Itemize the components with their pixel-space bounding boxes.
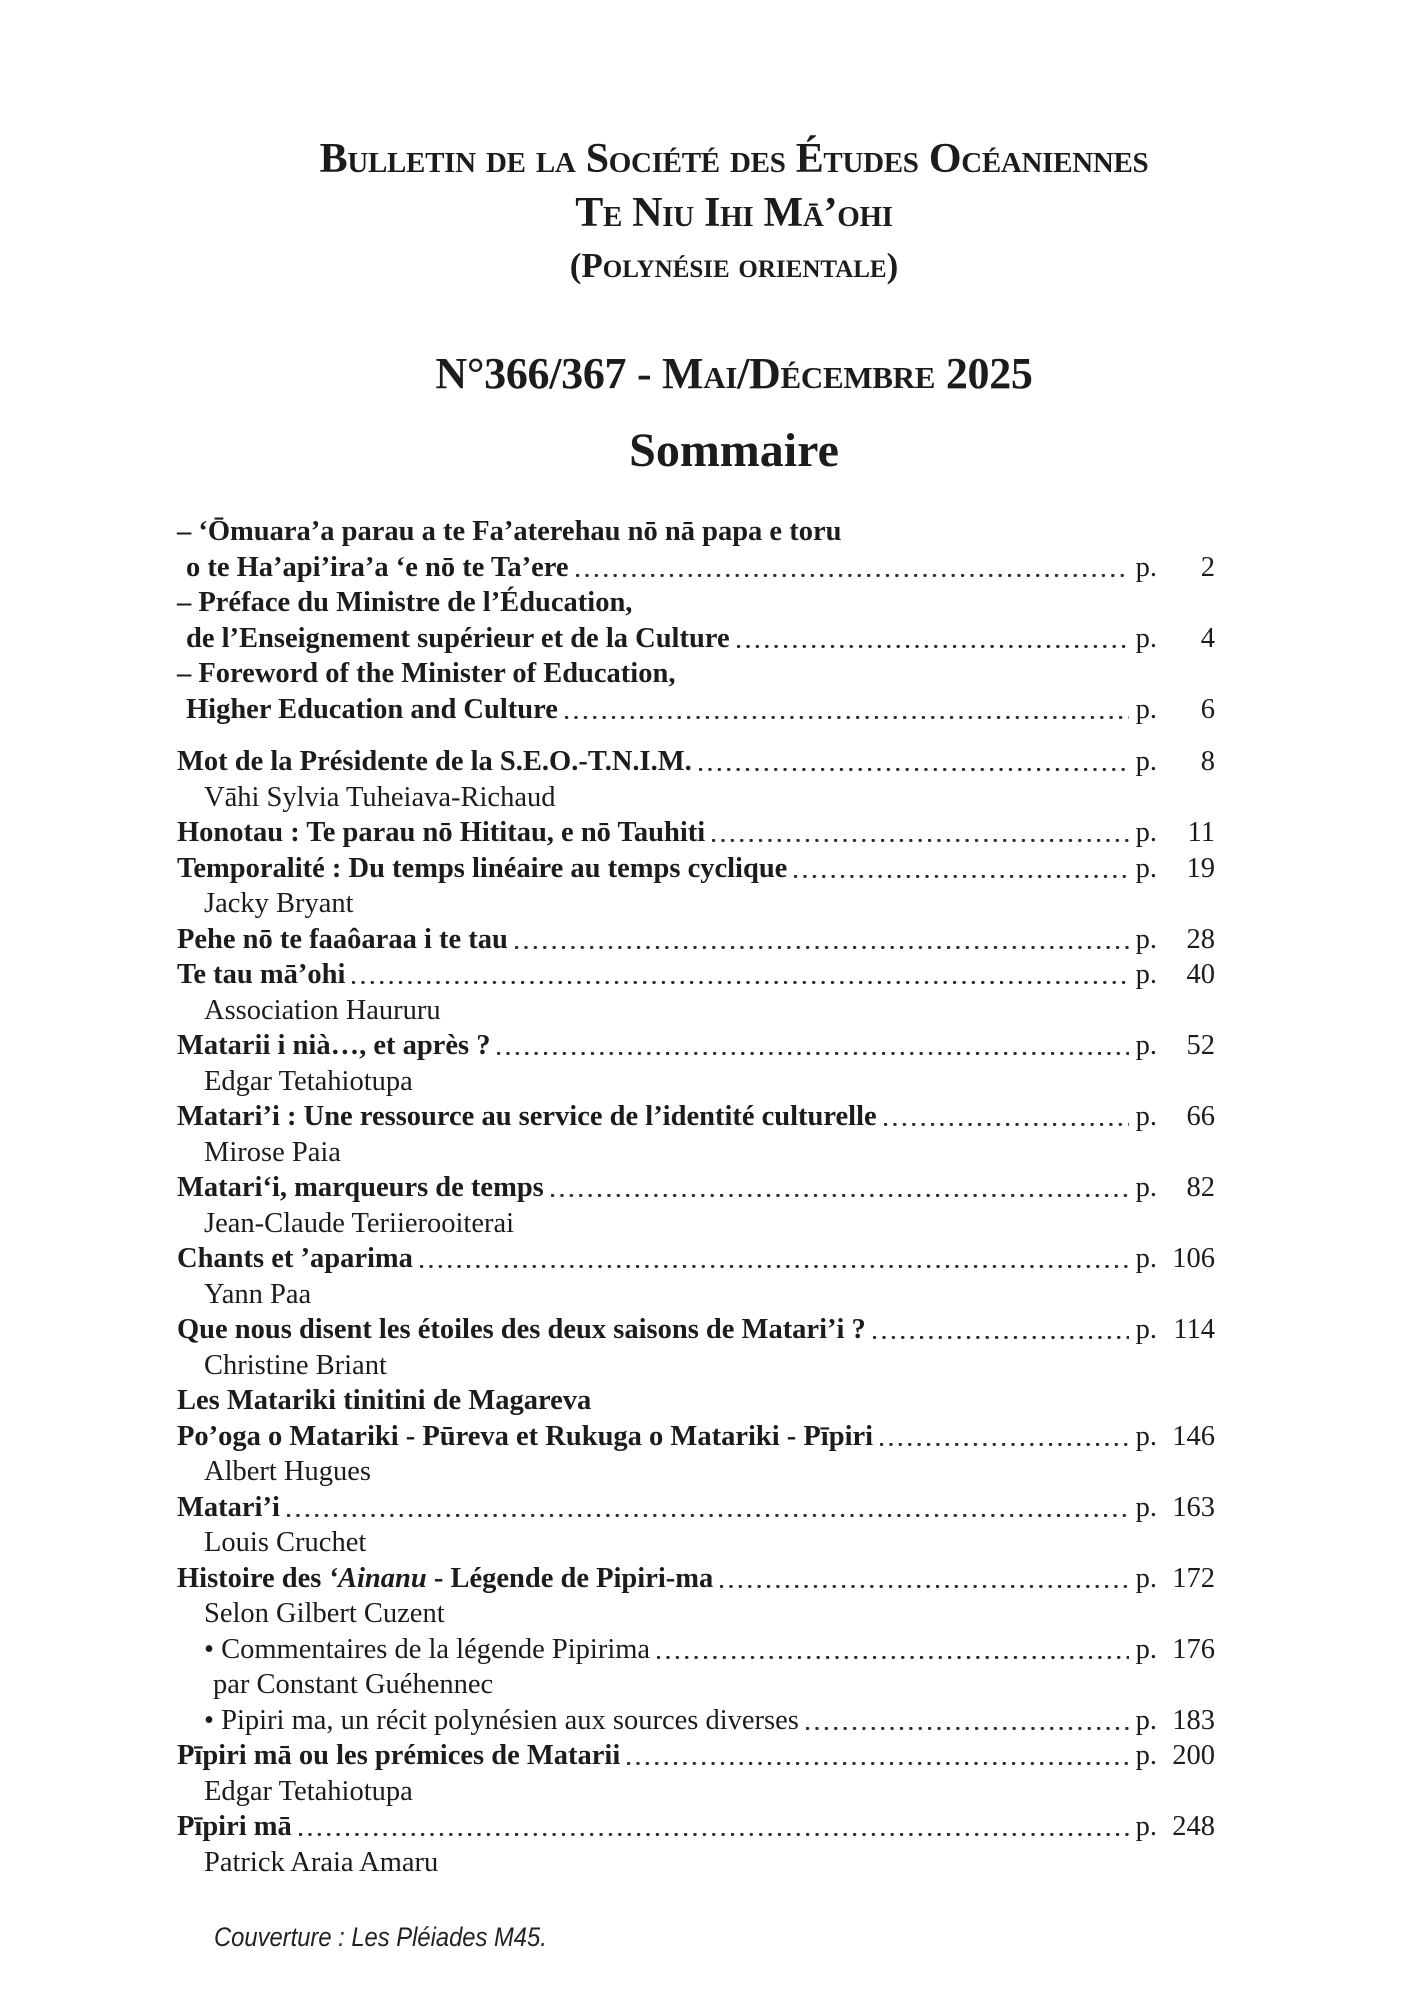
dot-leader	[880, 1419, 1129, 1455]
page-number: 66	[1186, 1101, 1215, 1132]
toc-author-line	[177, 1206, 1215, 1242]
toc-entry-text: Mirose Paia	[204, 1136, 341, 1168]
toc-entry-text: Pīpiri mā ou les prémices de Matarii	[177, 1740, 621, 1771]
toc-entry	[177, 1312, 1215, 1348]
toc-author-line	[177, 1135, 1215, 1171]
dot-leader	[794, 851, 1128, 887]
issue-number-line: N°366/367 - Mai/Décembre 2025	[435, 349, 1033, 398]
toc-entry	[177, 585, 1215, 621]
page-number: 2	[1200, 551, 1215, 583]
toc-entry-text: – Préface du Ministre de l’Éducation,	[177, 587, 633, 618]
bulletin-subtitle: (Polynésie orientale)	[569, 246, 899, 285]
toc-entry-text: par Constant Guéhennec	[213, 1669, 494, 1700]
toc-author-line	[177, 1348, 1215, 1384]
toc-entry-text: Christine Briant	[204, 1349, 387, 1381]
toc-entry	[177, 1383, 1215, 1419]
page-label: p.	[1135, 852, 1157, 884]
toc-author-line	[177, 1454, 1215, 1490]
page-label: p.	[1135, 1243, 1157, 1274]
page-label: p.	[1135, 923, 1157, 955]
toc-entry	[177, 1170, 1215, 1206]
toc-entry-text: Histoire des ‘Ainanu - Légende de Pipiri-ma	[177, 1562, 714, 1594]
toc-entry-text: Matari’i	[177, 1491, 280, 1523]
page-label: p.	[1135, 1030, 1157, 1061]
dot-leader	[497, 1028, 1128, 1064]
toc-entry-text: Yann Paa	[204, 1278, 312, 1310]
toc-entry-text: Jacky Bryant	[204, 888, 354, 919]
page-number: 52	[1186, 1030, 1215, 1061]
toc-entry	[177, 1703, 1215, 1739]
dot-leader	[515, 922, 1129, 958]
dot-leader	[627, 1738, 1128, 1774]
toc-entry-text: de l’Enseignement supérieur et de la Culture	[186, 622, 730, 654]
toc-entry-text: Association Haururu	[204, 994, 441, 1026]
toc-entry-text: Vāhi Sylvia Tuheiava-Richaud	[204, 781, 556, 813]
page-label: p.	[1135, 1172, 1157, 1203]
toc-entry-text: Pīpiri mā	[177, 1811, 292, 1842]
page-label: p.	[1135, 551, 1157, 583]
toc-entry	[177, 1809, 1215, 1845]
dot-leader	[299, 1809, 1129, 1845]
page-number: 19	[1186, 852, 1215, 884]
toc-entry-text: • Pipiri ma, un récit polynésien aux sources diverses	[204, 1704, 799, 1736]
page-number: 82	[1186, 1172, 1215, 1203]
page-number: 40	[1186, 959, 1215, 990]
toc-entry	[177, 621, 1215, 657]
toc-author-line	[177, 1774, 1215, 1810]
toc-entry-text: Po’oga o Matariki - Pūreva et Rukuga o Matariki - Pīpiri	[177, 1420, 874, 1452]
toc-entry-text: Les Matariki tinitini de Magareva	[177, 1385, 592, 1416]
sommaire-heading-wrap	[178, 423, 1290, 479]
toc-entry-text: Louis Cruchet	[204, 1527, 367, 1558]
page-label: p.	[1135, 1704, 1157, 1736]
cover-note: Couverture : Les Pléiades M45.	[214, 1922, 547, 1952]
toc-entry	[177, 1241, 1215, 1277]
toc-author-line	[177, 780, 1215, 816]
dot-leader	[806, 1703, 1129, 1739]
page-label: p.	[1135, 1740, 1157, 1771]
toc-entry	[177, 514, 1215, 550]
dot-leader	[352, 957, 1128, 993]
toc-author-line	[177, 1064, 1215, 1100]
toc-entry	[177, 957, 1215, 993]
page-label: p.	[1135, 1491, 1157, 1523]
toc-entry-text: Matari‘i, marqueurs de temps	[177, 1172, 544, 1203]
page-number: 11	[1187, 817, 1215, 848]
toc-entry-text: – ‘Ōmuara’a parau a te Fa’aterehau nō nā papa e toru	[177, 516, 842, 547]
toc-author-line	[177, 1277, 1215, 1313]
toc-entry-text: Te tau mā’ohi	[177, 959, 346, 990]
dot-leader	[420, 1241, 1129, 1277]
page-label: p.	[1135, 959, 1157, 990]
page-number: 248	[1172, 1811, 1215, 1842]
toc-entry-text: o te Ha’api’ira’a ‘e nō te Ta’ere	[186, 551, 569, 583]
toc-entry-text: Chants et ’aparima	[177, 1243, 413, 1274]
bulletin-title-line2: Te Niu Ihi Mā’ohi	[575, 190, 893, 236]
page-number: 176	[1172, 1633, 1215, 1665]
toc-entry-text: Jean-Claude Teriierooiterai	[204, 1207, 515, 1239]
toc-entry-text: Matari’i : Une ressource au service de l’identité culturelle	[177, 1101, 877, 1132]
page-label: p.	[1135, 622, 1157, 654]
page-label: p.	[1135, 693, 1157, 725]
page-label: p.	[1135, 1562, 1157, 1594]
dot-leader	[551, 1170, 1129, 1206]
page-number: 183	[1172, 1704, 1215, 1736]
page-number: 4	[1200, 622, 1215, 654]
page-label: p.	[1135, 746, 1157, 777]
sommaire-heading: Sommaire	[629, 424, 839, 477]
toc-entry	[177, 744, 1215, 780]
toc-entry-text: – Foreword of the Minister of Education,	[177, 658, 676, 689]
toc-author-line	[177, 886, 1215, 922]
page-label: p.	[1135, 1314, 1157, 1345]
toc-author-line	[177, 1525, 1215, 1561]
dot-leader	[712, 815, 1128, 851]
toc-entry	[177, 851, 1215, 887]
toc-entry	[177, 922, 1215, 958]
toc-entry-text: Higher Education and Culture	[186, 693, 558, 725]
dot-leader	[884, 1099, 1129, 1135]
page-number: 146	[1172, 1420, 1215, 1452]
toc-entry	[177, 1099, 1215, 1135]
page-label: p.	[1135, 1420, 1157, 1452]
toc-entry	[177, 1561, 1215, 1597]
page-number: 200	[1172, 1740, 1215, 1771]
toc-entry	[177, 656, 1215, 692]
toc-author-line	[177, 1845, 1215, 1881]
toc-entry-text: Temporalité : Du temps linéaire au temps cyclique	[177, 852, 788, 884]
dot-leader	[873, 1312, 1129, 1348]
page-label: p.	[1135, 1633, 1157, 1665]
dot-leader	[699, 744, 1129, 780]
page-number: 6	[1200, 693, 1215, 725]
toc-author-line	[177, 1667, 1215, 1703]
dot-leader	[657, 1632, 1129, 1668]
toc-entry	[177, 1419, 1215, 1455]
toc-entry-text: Albert Hugues	[204, 1456, 372, 1487]
dot-leader	[737, 621, 1129, 657]
page-number: 114	[1173, 1314, 1215, 1345]
page-label: p.	[1135, 1811, 1157, 1842]
dot-leader	[287, 1490, 1129, 1526]
dot-leader	[565, 692, 1129, 728]
page-number: 163	[1172, 1491, 1215, 1523]
page-number: 8	[1200, 746, 1215, 777]
page-number: 106	[1172, 1243, 1215, 1274]
toc-entry-text: Matarii i nià…, et après ?	[177, 1030, 491, 1061]
toc-entry-text: Que nous disent les étoiles des deux saisons de Matari’i ?	[177, 1314, 866, 1345]
toc-entry-text: • Commentaires de la légende Pipirima	[204, 1633, 651, 1665]
toc-entry-text: Edgar Tetahiotupa	[204, 1775, 413, 1807]
toc-entry-text: Edgar Tetahiotupa	[204, 1065, 413, 1097]
toc-list	[177, 514, 1215, 1880]
toc-entry-text: Pehe nō te faaôaraa i te tau	[177, 923, 508, 955]
toc-entry-text: Honotau : Te parau nō Hititau, e nō Tauhiti	[177, 817, 706, 848]
masthead	[178, 132, 1290, 402]
toc-entry	[177, 1632, 1215, 1668]
page-number: 28	[1186, 923, 1215, 955]
toc-entry	[177, 815, 1215, 851]
toc-author-line	[177, 993, 1215, 1029]
toc-entry-text: Patrick Araia Amaru	[204, 1846, 439, 1878]
toc-entry	[177, 1738, 1215, 1774]
page-label: p.	[1135, 1101, 1157, 1132]
toc-entry-text: Selon Gilbert Cuzent	[204, 1598, 445, 1629]
toc-entry	[177, 1028, 1215, 1064]
toc-entry	[177, 692, 1215, 728]
toc-author-line	[177, 1596, 1215, 1632]
dot-leader	[720, 1561, 1128, 1597]
dot-leader	[576, 550, 1129, 586]
toc-entry-text: Mot de la Présidente de la S.E.O.-T.N.I.M.	[177, 746, 692, 777]
page-number: 172	[1172, 1562, 1215, 1594]
toc-entry	[177, 1490, 1215, 1526]
toc-entry	[177, 550, 1215, 586]
bulletin-title-line1: Bulletin de la Société des Études Océaniennes	[319, 136, 1149, 182]
page-label: p.	[1135, 817, 1157, 848]
